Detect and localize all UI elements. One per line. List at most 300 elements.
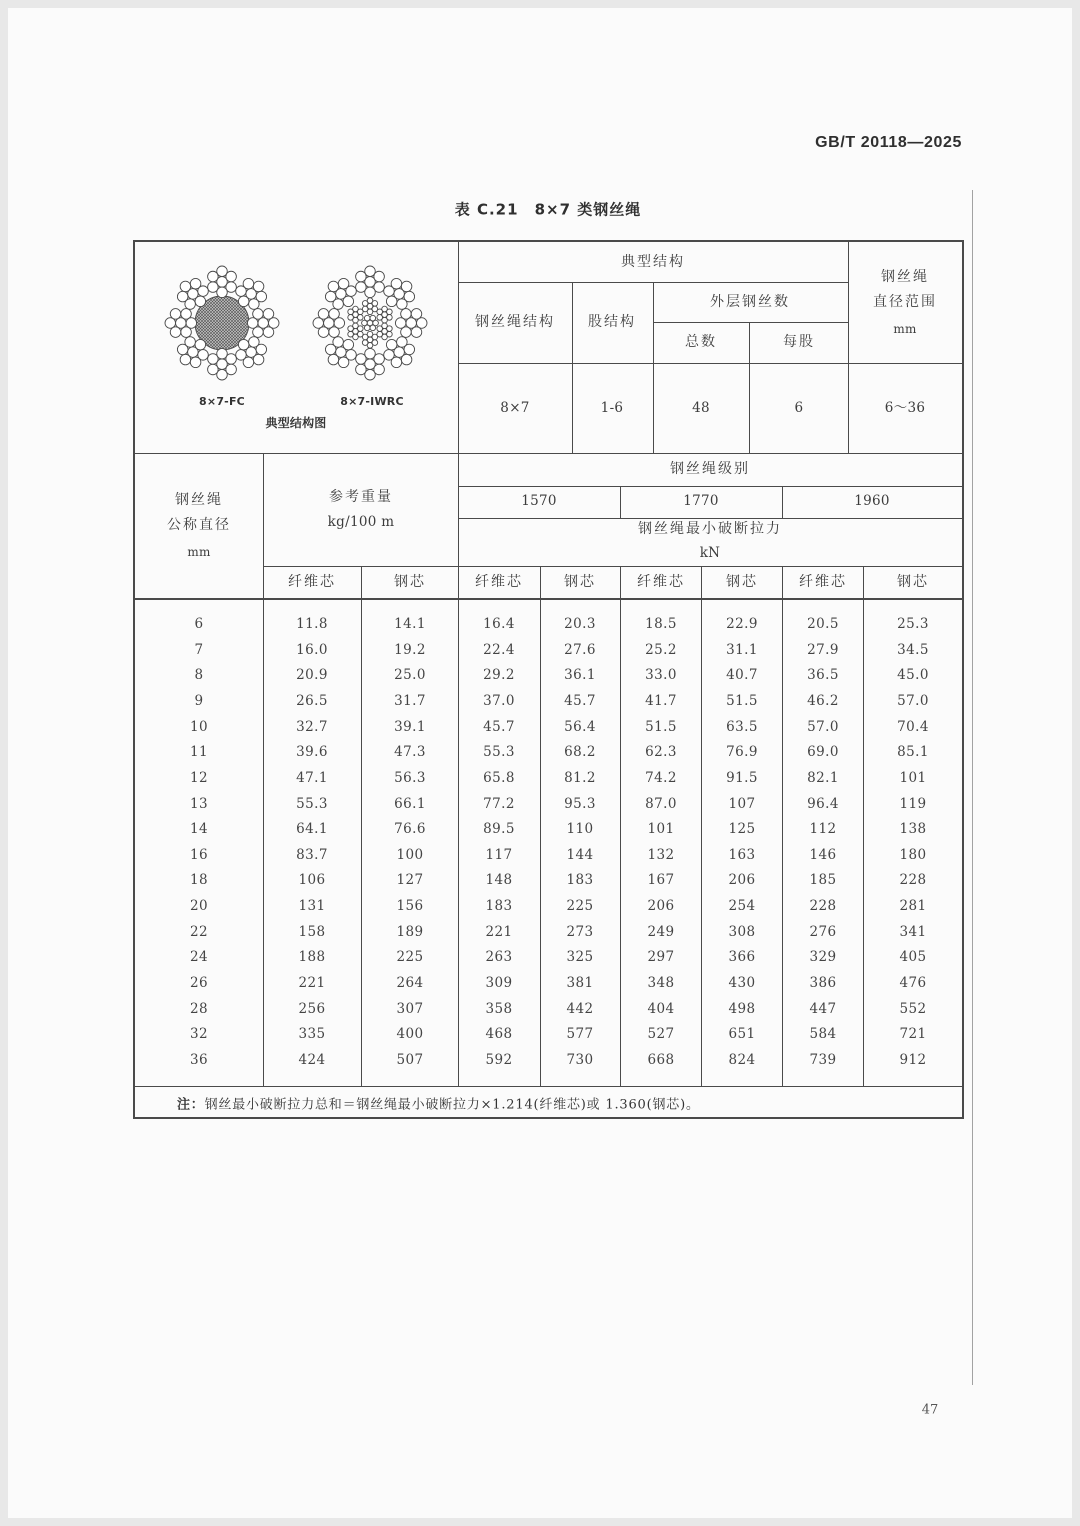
table-note [177,1094,700,1113]
outer-strand [313,309,345,338]
table-rule [134,453,963,454]
outer-strand [208,348,237,380]
wire [358,309,364,315]
table-row [134,970,963,996]
cell-force-1770-steel-core: 125 [728,821,756,838]
standard-code: GB/T 20118—2025 [815,134,962,151]
outer-strand [177,337,208,368]
outer-strand [356,266,385,298]
cell-diameter: 24 [190,949,208,966]
wire [181,327,192,338]
table-row [134,893,963,919]
table-row [134,791,963,817]
cell-force-1770-fiber-core: 87.0 [645,795,677,812]
wire [364,315,370,321]
reference-weight-header: 参考重量 [329,489,393,505]
cell-weight-steel-core: 100 [396,846,424,863]
wire [238,296,249,307]
cell-weight-fiber-core: 55.3 [296,795,328,812]
cell-diameter: 9 [194,692,204,709]
wire [372,340,378,346]
cell-force-1770-fiber-core: 18.5 [645,615,677,632]
cell-weight-steel-core: 127 [396,872,424,889]
cell-diameter: 14 [190,821,208,838]
cell-force-1960-steel-core: 57.0 [897,692,929,709]
cell-force-1570-fiber-core: 77.2 [483,795,515,812]
wire [356,271,367,282]
wire [263,327,274,338]
outer-strand [208,266,237,298]
cell-force-1570-steel-core: 36.1 [564,667,596,684]
cell-weight-steel-core: 47.3 [394,744,426,761]
cell-weight-fiber-core: 424 [298,1052,326,1069]
cell-diameter: 36 [190,1052,208,1069]
cell-force-1770-fiber-core: 25.2 [645,641,677,658]
wire [374,354,385,365]
rope-structure-header: 钢丝绳结构 [475,314,555,330]
cell-force-1960-steel-core: 476 [899,975,927,992]
cell-weight-steel-core: 19.2 [394,641,426,658]
cell-weight-fiber-core: 158 [298,923,326,940]
wire [343,339,354,350]
cell-weight-fiber-core: 39.6 [296,744,328,761]
table-rule [458,518,963,519]
cell-force-1770-fiber-core: 74.2 [645,769,677,786]
outer-strand [236,278,267,309]
cell-diameter: 26 [190,975,208,992]
cell-weight-steel-core: 225 [396,949,424,966]
table-rule [620,486,621,518]
cell-force-1960-fiber-core: 739 [809,1052,837,1069]
breaking-force-unit: kN [699,545,721,561]
cell-weight-fiber-core: 16.0 [296,641,328,658]
wire [377,315,383,321]
outer-strand [247,309,279,338]
cell-force-1960-fiber-core: 228 [809,898,837,915]
core-type-header: 纤维芯 [637,574,685,590]
outer-wires-per-strand-value: 6 [794,400,804,416]
cell-force-1570-steel-core: 68.2 [564,744,596,761]
cell-force-1960-steel-core: 552 [899,1000,927,1017]
core-type-header: 纤维芯 [799,574,847,590]
cell-force-1570-fiber-core: 45.7 [483,718,515,735]
wire [263,309,274,320]
wire [243,278,254,289]
cell-force-1960-fiber-core: 447 [809,1000,837,1017]
wire [170,309,181,320]
wire [329,327,340,338]
cell-force-1770-steel-core: 91.5 [726,769,758,786]
wire [353,334,359,340]
cell-force-1570-steel-core: 56.4 [564,718,596,735]
cell-weight-fiber-core: 131 [298,898,326,915]
cell-force-1960-fiber-core: 69.0 [807,744,839,761]
cell-force-1960-fiber-core: 146 [809,846,837,863]
core-strand [377,323,392,340]
wire [195,296,206,307]
cell-force-1570-steel-core: 183 [566,872,594,889]
cell-force-1570-steel-core: 144 [566,846,594,863]
cell-force-1770-steel-core: 76.9 [726,744,758,761]
cell-weight-fiber-core: 188 [298,949,326,966]
cell-force-1770-fiber-core: 167 [647,872,675,889]
wire [185,337,196,348]
wire [253,309,264,320]
table-row [134,842,963,868]
wire [318,327,329,338]
cell-force-1770-fiber-core: 348 [647,975,675,992]
cell-force-1570-fiber-core: 117 [485,846,513,863]
cell-force-1570-steel-core: 110 [566,821,594,838]
wire [338,357,349,368]
outer-strand [395,309,427,338]
table-row [134,637,963,663]
wire [356,282,367,293]
table-border-top [134,240,964,242]
cell-force-1960-fiber-core: 96.4 [807,795,839,812]
cell-force-1770-steel-core: 63.5 [726,718,758,735]
cell-force-1570-fiber-core: 358 [485,1000,513,1017]
cell-force-1570-fiber-core: 468 [485,1026,513,1043]
outer-wires-per-strand-header: 每股 [783,334,815,350]
reference-weight-unit: kg/100 m [327,514,395,530]
strand-structure-header: 股结构 [588,314,636,330]
wire [346,286,357,297]
rope-diagram-fc [157,258,287,388]
nominal-diameter-header-line1: 钢丝绳 [175,492,223,508]
core-strand [377,306,392,323]
cell-force-1770-steel-core: 308 [728,923,756,940]
cell-force-1770-fiber-core: 33.0 [645,667,677,684]
cell-force-1770-steel-core: 366 [728,949,756,966]
breaking-force-header: 钢丝绳最小破断拉力 [638,521,782,537]
outer-strand [325,337,356,368]
cell-diameter: 22 [190,923,208,940]
cell-weight-fiber-core: 256 [298,1000,326,1017]
cell-force-1570-steel-core: 325 [566,949,594,966]
outer-strand [165,309,197,338]
cell-diameter: 12 [190,769,208,786]
table-name: 8×7 类钢丝绳 [534,200,642,219]
wire [374,271,385,282]
table-row [134,739,963,765]
cell-force-1770-steel-core: 107 [728,795,756,812]
cell-force-1770-steel-core: 824 [728,1052,756,1069]
page-number: 47 [921,1402,939,1418]
cell-force-1770-fiber-core: 206 [647,898,675,915]
cell-force-1770-steel-core: 206 [728,872,756,889]
outer-strand [384,337,415,368]
table-rule [263,566,963,567]
note-label: 注： [177,1097,205,1113]
cell-force-1960-fiber-core: 27.9 [807,641,839,658]
wire [198,286,209,297]
cell-force-1960-steel-core: 45.0 [897,667,929,684]
wire [401,281,412,292]
cell-weight-fiber-core: 47.1 [296,769,328,786]
cell-force-1770-steel-core: 254 [728,898,756,915]
outer-wires-total-header: 总数 [685,334,717,350]
diameter-range-header-line2: 直径范围 [873,294,937,310]
grade-header: 钢丝绳级别 [670,461,750,477]
table-row [134,765,963,791]
wire [177,291,188,302]
wire [386,296,397,307]
cell-force-1770-fiber-core: 132 [647,846,675,863]
wire [356,364,367,375]
wire [190,357,201,368]
core-strand [348,306,363,323]
cell-force-1960-steel-core: 721 [899,1026,927,1043]
diameter-range-value: 6～36 [884,400,926,416]
cell-weight-fiber-core: 11.8 [296,615,328,632]
wire [404,344,415,355]
cell-weight-steel-core: 66.1 [394,795,426,812]
diameter-range-header-line1: 钢丝绳 [881,269,929,285]
wire [387,326,393,332]
table-row [134,663,963,689]
cell-diameter: 8 [194,667,204,684]
outer-strand [236,337,267,368]
grade-1770: 1770 [683,493,719,509]
wire [362,340,368,346]
rope-diagram-iwrc [305,258,435,388]
cell-force-1570-steel-core: 81.2 [564,769,596,786]
cell-force-1770-steel-core: 51.5 [726,692,758,709]
wire [226,364,237,375]
wire [401,354,412,365]
wire [208,282,219,293]
cell-force-1570-steel-core: 730 [566,1052,594,1069]
cell-force-1960-fiber-core: 329 [809,949,837,966]
wire [253,281,264,292]
cell-force-1770-steel-core: 163 [728,846,756,863]
cell-force-1570-steel-core: 577 [566,1026,594,1043]
cell-weight-fiber-core: 83.7 [296,846,328,863]
cell-force-1570-steel-core: 95.3 [564,795,596,812]
wire [358,326,364,332]
table-rule [848,241,849,453]
nominal-diameter-header-line2: 公称直径 [167,517,231,533]
cell-force-1570-fiber-core: 55.3 [483,744,515,761]
core-strand [362,315,379,330]
wire [386,339,397,350]
cell-force-1960-steel-core: 138 [899,821,927,838]
cell-force-1570-steel-core: 45.7 [564,692,596,709]
cell-force-1960-steel-core: 912 [899,1052,927,1069]
cell-weight-steel-core: 31.7 [394,692,426,709]
cell-weight-steel-core: 25.0 [394,667,426,684]
cell-force-1570-fiber-core: 592 [485,1052,513,1069]
cell-force-1570-steel-core: 273 [566,923,594,940]
outer-wires-total-value: 48 [692,400,710,416]
page-edge-line [972,190,973,1385]
cell-weight-fiber-core: 221 [298,975,326,992]
cell-force-1570-fiber-core: 22.4 [483,641,515,658]
wire [325,291,336,302]
cell-force-1960-steel-core: 341 [899,923,927,940]
cell-force-1960-fiber-core: 584 [809,1026,837,1043]
grade-1570: 1570 [521,493,557,509]
cell-force-1770-steel-core: 22.9 [726,615,758,632]
cell-force-1960-steel-core: 70.4 [897,718,929,735]
table-row [134,1047,963,1073]
table-number: 表 C.21 [454,200,519,219]
steel-core [348,298,392,348]
cell-force-1570-fiber-core: 221 [485,923,513,940]
cell-weight-steel-core: 307 [396,1000,424,1017]
cell-force-1960-fiber-core: 276 [809,923,837,940]
core-type-header: 钢芯 [726,574,758,590]
table-row [134,945,963,971]
cell-force-1960-steel-core: 25.3 [897,615,929,632]
cell-diameter: 28 [190,1000,208,1017]
wire [362,301,368,307]
cell-weight-steel-core: 507 [396,1052,424,1069]
outer-strand [325,278,356,309]
wire [333,337,344,348]
cell-diameter: 7 [194,641,204,658]
table-rule [653,322,848,323]
core-type-header: 纤维芯 [475,574,523,590]
table-row [134,996,963,1022]
cell-force-1570-fiber-core: 16.4 [483,615,515,632]
cell-weight-fiber-core: 106 [298,872,326,889]
cell-force-1960-steel-core: 85.1 [897,744,929,761]
table-row [134,816,963,842]
cell-diameter: 18 [190,872,208,889]
cell-force-1770-fiber-core: 62.3 [645,744,677,761]
wire [253,354,264,365]
cell-weight-steel-core: 14.1 [394,615,426,632]
cell-force-1770-fiber-core: 41.7 [645,692,677,709]
figure-label-iwrc: 8×7-IWRC [340,395,404,408]
cell-force-1570-steel-core: 225 [566,898,594,915]
wire [318,309,329,320]
wire [411,309,422,320]
table-border-bottom [134,1117,964,1119]
diameter-range-header-unit: mm [893,322,917,336]
core-type-header: 纤维芯 [288,574,336,590]
wire [170,327,181,338]
wire [343,296,354,307]
table-row [134,919,963,945]
table-row [134,1022,963,1048]
cell-force-1770-fiber-core: 51.5 [645,718,677,735]
cell-force-1570-fiber-core: 65.8 [483,769,515,786]
core-type-header: 钢芯 [394,574,426,590]
wire [238,339,249,350]
cell-force-1770-fiber-core: 249 [647,923,675,940]
cell-force-1770-steel-core: 31.1 [726,641,758,658]
cell-force-1960-steel-core: 281 [899,898,927,915]
wire [401,309,412,320]
table-rule [134,1086,963,1087]
cell-force-1570-steel-core: 27.6 [564,641,596,658]
cell-weight-steel-core: 264 [396,975,424,992]
cell-force-1570-fiber-core: 29.2 [483,667,515,684]
cell-force-1960-fiber-core: 82.1 [807,769,839,786]
outer-strand [177,278,208,309]
outer-strand [384,278,415,309]
cell-force-1960-fiber-core: 386 [809,975,837,992]
cell-force-1960-fiber-core: 112 [809,821,837,838]
grade-1960: 1960 [854,493,890,509]
wire [374,364,385,375]
cell-force-1960-fiber-core: 46.2 [807,692,839,709]
cell-force-1570-fiber-core: 148 [485,872,513,889]
wire [372,301,378,307]
cell-force-1570-steel-core: 381 [566,975,594,992]
cell-diameter: 6 [194,615,204,632]
table-rule [782,486,783,518]
cell-weight-fiber-core: 64.1 [296,821,328,838]
wire [370,325,376,331]
cell-weight-fiber-core: 20.9 [296,667,328,684]
cell-weight-steel-core: 56.3 [394,769,426,786]
table-row [134,714,963,740]
cell-force-1770-fiber-core: 668 [647,1052,675,1069]
core-strand [362,298,377,315]
wire [348,315,354,321]
cell-diameter: 20 [190,898,208,915]
table-title [455,199,641,220]
table-row [134,611,963,637]
wire [328,354,339,365]
cell-force-1960-steel-core: 34.5 [897,641,929,658]
cell-force-1960-fiber-core: 36.5 [807,667,839,684]
table-rule [653,282,654,453]
rope-structure-value: 8×7 [500,400,530,416]
table-row [134,688,963,714]
wire [391,278,402,289]
cell-force-1960-fiber-core: 20.5 [807,615,839,632]
cell-force-1770-steel-core: 651 [728,1026,756,1043]
core-strand [348,323,363,340]
cell-force-1960-fiber-core: 57.0 [807,718,839,735]
wire [372,334,378,340]
wire [397,299,408,310]
cell-force-1570-fiber-core: 89.5 [483,821,515,838]
wire [370,315,376,321]
cell-force-1770-steel-core: 498 [728,1000,756,1017]
strand-structure-value: 1-6 [600,400,624,416]
cell-force-1570-steel-core: 20.3 [564,615,596,632]
wire [226,271,237,282]
cell-force-1770-steel-core: 430 [728,975,756,992]
cell-weight-steel-core: 156 [396,898,424,915]
wire [249,299,260,310]
cell-force-1960-steel-core: 119 [899,795,927,812]
cell-weight-steel-core: 189 [396,923,424,940]
cell-force-1960-fiber-core: 185 [809,872,837,889]
wire [226,354,237,365]
core-type-header: 钢芯 [564,574,596,590]
table-row [134,868,963,894]
header-body-rule [134,598,963,600]
cell-force-1960-steel-core: 180 [899,846,927,863]
wire [384,350,395,361]
cell-force-1570-fiber-core: 37.0 [483,692,515,709]
cell-weight-steel-core: 76.6 [394,821,426,838]
outer-strand [356,348,385,380]
cell-force-1960-steel-core: 228 [899,872,927,889]
nominal-diameter-header-unit: mm [187,545,211,559]
cell-force-1770-fiber-core: 297 [647,949,675,966]
cell-weight-steel-core: 39.1 [394,718,426,735]
outer-wires-header: 外层钢丝数 [710,294,790,310]
cell-force-1960-steel-core: 405 [899,949,927,966]
